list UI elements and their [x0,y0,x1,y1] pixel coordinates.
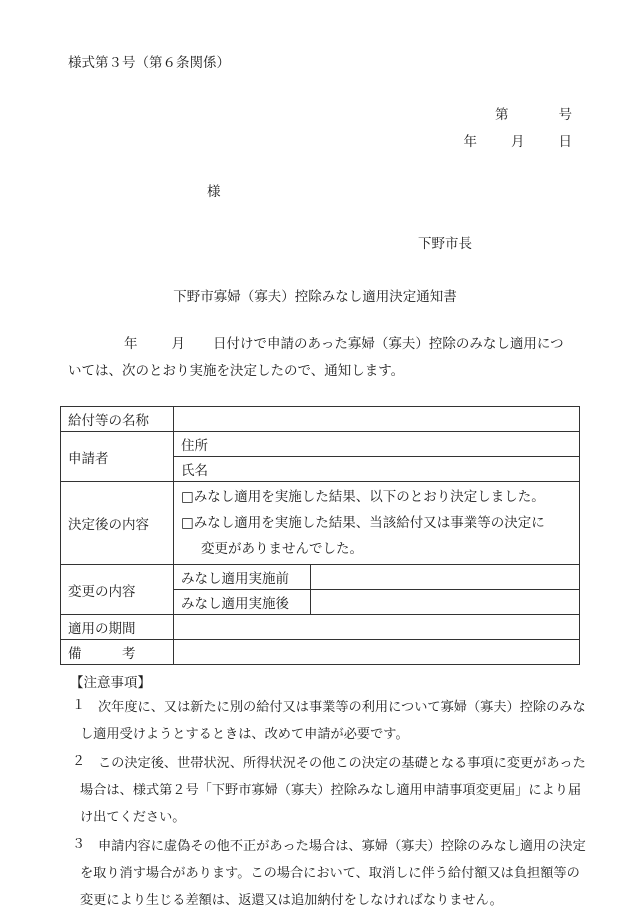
date-year: 年 [463,134,477,150]
body-line-1-text: 日付けで申請のあった寡婦（寡夫）控除のみなし適用につ [213,336,564,352]
row-remarks [61,640,580,665]
date-day: 日 [558,134,572,150]
note-item [68,833,588,914]
decision-option-2-continued: 変更がありませんでした。 [201,541,363,557]
name-label: 氏名 [181,463,208,479]
document-title: 下野市寡婦（寡夫）控除みなし適用決定通知書 [173,289,457,305]
note-item [68,750,588,831]
decision-content [174,482,580,565]
note-line: を取り消す場合があります。この場合において、取消しに伴う給付額又は負担額等の [80,866,580,881]
address-cell [174,432,580,457]
before-value [311,565,580,590]
notes-title: 【注意事項】 [70,675,151,691]
note-line: 申請内容に虚偽その他不正があった場合は、寡婦（寡夫）控除のみなし適用の決定 [98,839,586,854]
row-period [61,615,580,640]
note-line: 場合は、様式第２号「下野市寡婦（寡夫）控除みなし適用申請事項変更届」により届 [80,783,582,798]
before-label: みなし適用実施前 [174,565,311,590]
period-label: 適用の期間 [61,615,174,640]
number-suffix: 号 [558,107,572,123]
note-number: ２ [72,754,86,769]
body-line-1 [68,331,580,358]
benefit-name-value [174,407,580,432]
note-line: け出てください。 [80,810,186,825]
name-cell [174,457,580,482]
issuer-name: 下野市長 [418,236,472,252]
addressee-suffix: 様 [207,184,221,200]
row-applicant-address [61,432,580,457]
note-line: この決定後、世帯状況、所得状況その他この決定の基礎となる事項に変更があった [98,756,586,771]
decision-option-1[interactable]: □みなし適用を実施した結果、以下のとおり決定しました。 [181,489,545,505]
note-line: 変更により生じる差額は、返還又は追加納付をしなければなりません。 [80,893,503,908]
note-line: し適用受けようとするときは、改めて申請が必要です。 [80,727,409,742]
benefit-name-label: 給付等の名称 [61,407,174,432]
applicant-label: 申請者 [61,432,174,482]
row-change-before [61,565,580,590]
note-number: ３ [72,837,86,852]
row-benefit-name [61,407,580,432]
note-item [68,694,588,748]
decision-table [60,406,580,665]
after-value [311,590,580,615]
date-month: 月 [511,134,525,150]
notes-list [68,694,588,916]
form-number: 様式第３号（第６条関係） [68,55,230,71]
note-number: １ [72,698,86,713]
note-line: 次年度に、又は新たに別の給付又は事業等の利用について寡婦（寡夫）控除のみな [98,700,586,715]
body-text [68,331,580,385]
document-number-line [495,103,572,123]
body-year: 年 [124,336,138,352]
body-month: 月 [171,336,185,352]
issue-date-line [464,130,573,150]
after-label: みなし適用実施後 [174,590,311,615]
remarks-label: 備 考 [61,640,174,665]
period-value [174,615,580,640]
decision-option-2[interactable]: □みなし適用を実施した結果、当該給付又は事業等の決定に [181,515,545,531]
decision-label: 決定後の内容 [61,482,174,565]
remarks-value [174,640,580,665]
number-prefix: 第 [495,107,509,123]
row-decision [61,482,580,565]
change-label: 変更の内容 [61,565,174,615]
address-label: 住所 [181,438,208,454]
body-line-2: いては、次のとおり実施を決定したので、通知します。 [68,363,405,379]
